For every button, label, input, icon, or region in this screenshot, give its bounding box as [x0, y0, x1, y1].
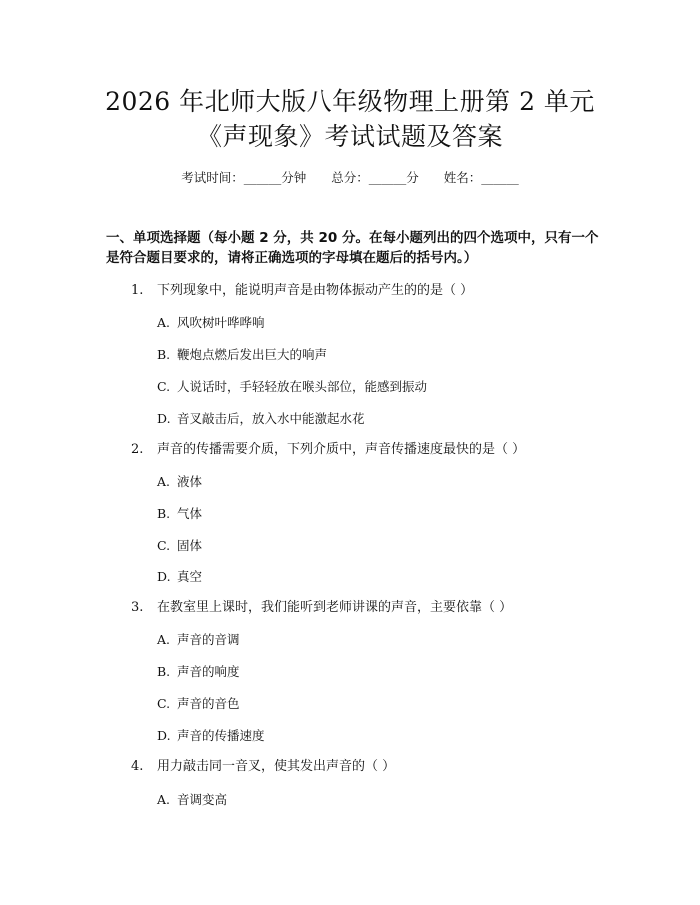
- option-letter: B.: [157, 664, 171, 679]
- option-text: 气体: [177, 506, 203, 521]
- option-letter: B.: [157, 347, 171, 362]
- option-letter: D.: [157, 728, 171, 743]
- question-text: 用力敲击同一音叉，使其发出声音的（ ）: [157, 759, 396, 774]
- option-text: 声音的响度: [177, 664, 240, 679]
- option-letter: A.: [157, 474, 171, 489]
- option-letter: A.: [157, 792, 171, 807]
- exam-info-line: 考试时间：______分钟 总分：______分 姓名：______: [181, 170, 519, 185]
- question-number: 3.: [131, 600, 144, 615]
- option-text: 音调变高: [177, 792, 228, 807]
- question-text: 在教室里上课时，我们能听到老师讲课的声音，主要依靠（ ）: [157, 600, 513, 615]
- option-text: 声音的音调: [177, 632, 240, 647]
- question-number: 4.: [131, 759, 144, 774]
- exam-title-line-2: 《声现象》考试试题及答案: [196, 122, 503, 151]
- option-1a: [157, 314, 617, 332]
- option-text: 声音的传播速度: [177, 728, 265, 743]
- option-3d: [157, 727, 617, 745]
- section-heading: 一、单项选择题（每小题 2 分，共 20 分。在每小题列出的四个选项中，只有一个是符合题目要求的，请将正确选项的字母填在题后的括号内。）: [106, 230, 599, 266]
- option-letter: A.: [157, 632, 171, 647]
- option-letter: D.: [157, 411, 171, 426]
- option-letter: A.: [157, 315, 171, 330]
- option-2d: [157, 568, 617, 586]
- option-1d: [157, 410, 617, 428]
- option-text: 鞭炮点燃后发出巨大的响声: [177, 347, 328, 362]
- question-text: 声音的传播需要介质，下列介质中，声音传播速度最快的是（ ）: [157, 442, 526, 457]
- option-2b: [157, 505, 617, 523]
- option-text: 真空: [177, 569, 203, 584]
- question-number: 2.: [131, 442, 144, 457]
- option-text: 风吹树叶哗哗响: [177, 315, 265, 330]
- option-letter: C.: [157, 379, 171, 394]
- option-3b: [157, 663, 617, 681]
- option-letter: C.: [157, 696, 171, 711]
- option-text: 液体: [177, 474, 203, 489]
- option-text: 人说话时，手轻轻放在喉头部位，能感到振动: [177, 379, 428, 394]
- option-2a: [157, 473, 617, 491]
- option-text: 固体: [177, 538, 203, 553]
- option-letter: B.: [157, 506, 171, 521]
- option-4a: [157, 791, 617, 809]
- option-3a: [157, 631, 617, 649]
- option-3c: [157, 695, 617, 713]
- question-number: 1.: [131, 283, 144, 298]
- option-1b: [157, 346, 617, 364]
- option-text: 声音的音色: [177, 696, 240, 711]
- exam-title-line-1: 2026 年北师大版八年级物理上册第 2 单元: [105, 87, 595, 116]
- option-2c: [157, 537, 617, 555]
- question-text: 下列现象中，能说明声音是由物体振动产生的的是（ ）: [157, 283, 474, 298]
- option-1c: [157, 378, 617, 396]
- option-text: 音叉敲击后，放入水中能激起水花: [177, 411, 365, 426]
- option-letter: D.: [157, 569, 171, 584]
- option-letter: C.: [157, 538, 171, 553]
